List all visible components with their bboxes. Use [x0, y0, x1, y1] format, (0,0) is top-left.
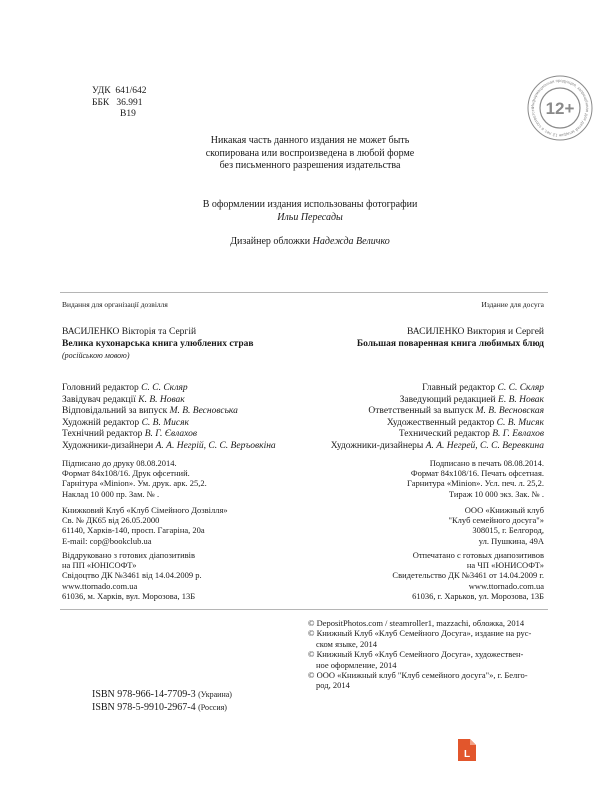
svg-text:L: L — [463, 749, 471, 760]
right-printer-line: Свидетельство ДК №3461 от 14.04.2009 г. — [392, 570, 544, 581]
left-book-title: Велика кухонарська книга улюблених страв — [62, 338, 254, 349]
left-print-line: Формат 84x108/16. Друк офсетний. — [62, 468, 190, 479]
right-staff-item: Ответственный за выпуск М. В. Весновская — [368, 406, 544, 416]
left-publisher-line: Св. № ДК65 від 26.05.2000 — [62, 515, 160, 526]
left-publisher-line: Книжковий Клуб «Клуб Сімейного Дозвілля» — [62, 505, 228, 515]
left-printer-line: Віддруковано з готових діапозитивів — [62, 550, 196, 560]
left-printer-line: www.ttornado.com.ua — [62, 580, 138, 591]
right-print-line: Тираж 10 000 экз. Зак. № . — [448, 488, 544, 499]
left-staff-item: Художники-дизайнери А. А. Негрій, С. С. Веръовкіна — [62, 440, 276, 451]
copyright-notice-line: без письменного разрешения издательства — [219, 160, 401, 171]
photographer-name: Ильи Пересады — [277, 211, 343, 223]
left-staff-item: Завідувач редакції К. В. Новак — [62, 394, 185, 405]
copyright-line: © DepositPhotos.com / steamroller1, mazzachi, обложка, 2014 — [308, 618, 525, 628]
left-staff-item: Відповідальний за випуск М. В. Весновська — [62, 406, 238, 416]
left-staff-item: Художній редактор С. В. Мисяк — [62, 417, 189, 428]
left-printer-line: 61036, м. Харків, вул. Морозова, 13Б — [62, 590, 196, 601]
left-printer-line: на ПП «ЮНІСОФТ» — [62, 560, 137, 571]
cover-designer — [150, 236, 470, 249]
left-publisher — [62, 505, 302, 546]
isbn-line: ISBN 978-966-14-7709-3 (Украина) — [92, 689, 232, 700]
age-rating-ring-text: Информационная продукция, запрещённая для детей младше 12 лет, в соответств — [529, 77, 591, 139]
age-rating-label: 12+ — [545, 99, 575, 118]
classification-block — [92, 86, 146, 121]
right-authors: ВАСИЛЕНКО Виктория и Сергей — [407, 327, 544, 337]
right-publisher-line: "Клуб семейного досуга"» — [448, 515, 544, 526]
divider-top — [60, 292, 548, 293]
right-staff-item: Художественный редактор С. В. Мисяк — [386, 417, 544, 428]
right-book-title: Большая поваренная книга любимых блюд — [356, 338, 544, 349]
right-staff-item: Художники-дизайнеры А. А. Негрей, С. С. Веревкина — [330, 440, 544, 451]
left-staff-list — [62, 383, 307, 452]
left-staff-item: Головний редактор С. С. Скляр — [62, 383, 188, 393]
copyright-notice-line: скопирована или воспроизведена в любой форме — [205, 147, 415, 159]
right-staff-item: Главный редактор С. С. Скляр — [422, 383, 544, 393]
copyright-line: © ООО «Книжный клуб "Клуб семейного досуга"», г. Белго- — [308, 670, 528, 681]
left-publisher-line: E-mail: cop@bookclub.ua — [62, 535, 152, 546]
left-language-note: (російською мовою) — [62, 351, 130, 360]
copyright-line: род, 2014 — [316, 680, 350, 691]
right-print-info — [304, 458, 544, 499]
left-authors: ВАСИЛЕНКО Вікторія та Сергій — [62, 327, 197, 337]
right-printer-line: 61036, г. Харьков, ул. Морозова, 13Б — [412, 590, 544, 601]
left-column — [62, 327, 302, 361]
pdf-viewer-logo-icon — [456, 738, 478, 762]
bbk-line: ББК 36.991 — [92, 97, 143, 108]
right-printer-line: Отпечатано с готовых диапозитивов — [412, 550, 544, 560]
right-print-line: Формат 84x108/16. Печать офсетная. — [410, 468, 544, 479]
cover-designer-label: Дизайнер обложки — [230, 236, 311, 247]
udk-line: УДК 641/642 — [92, 86, 147, 96]
right-printer — [304, 550, 544, 601]
photo-credit-text: В оформлении издания использованы фотографии — [202, 199, 418, 210]
right-print-line: Гарнитура «Minion». Усл. печ. л. 25,2. — [407, 478, 544, 489]
left-print-line: Гарнітура «Minion». Ум. друк. арк. 25,2. — [62, 478, 207, 489]
copyright-line: ное оформление, 2014 — [316, 659, 397, 670]
right-staff-list — [299, 383, 544, 452]
left-publisher-line: 61140, Харків-140, просп. Гагаріна, 20а — [62, 525, 205, 536]
left-print-info — [62, 458, 302, 499]
right-column — [304, 327, 544, 350]
copyright-line: ском языке, 2014 — [316, 638, 377, 649]
isbn-block — [92, 689, 232, 714]
left-column-tag: Видання для організації дозвілля — [62, 300, 168, 309]
left-printer-line: Свідоцтво ДК №3461 від 14.04.2009 р. — [62, 570, 202, 581]
cover-designer-name: Надежда Величко — [312, 236, 390, 247]
copyright-line: © Книжный Клуб «Клуб Семейного Досуга», издание на рус- — [308, 628, 532, 639]
copyright-list — [308, 618, 548, 691]
right-column-tag: Издание для досуга — [481, 300, 544, 309]
right-printer-line: на ЧП «ЮНИСОФТ» — [466, 560, 544, 571]
right-publisher — [304, 505, 544, 546]
author-mark: В19 — [120, 109, 136, 119]
copyright-line: © Книжный Клуб «Клуб Семейного Досуга», художествен- — [308, 649, 524, 660]
left-print-line: Наклад 10 000 пр. Зам. № . — [62, 488, 160, 499]
right-publisher-line: 308015, г. Белгород, — [472, 525, 544, 536]
right-print-line: Подписано в печать 08.08.2014. — [429, 458, 544, 468]
isbn-line: ISBN 978-5-9910-2967-4 (Россия) — [92, 701, 227, 713]
left-staff-item: Технічний редактор В. Г. Євлахов — [62, 429, 198, 439]
divider-bottom — [60, 609, 548, 610]
right-publisher-line: ООО «Книжный клуб — [464, 505, 544, 515]
right-staff-item: Заведующий редакцией Е. В. Новак — [399, 394, 544, 405]
left-print-line: Підписано до друку 08.08.2014. — [62, 458, 177, 468]
copyright-notice-line: Никакая часть данного издания не может быть — [210, 135, 410, 146]
right-staff-item: Технический редактор В. Г. Евлахов — [398, 429, 544, 439]
right-publisher-line: ул. Пушкина, 49А — [478, 535, 544, 546]
copyright-notice — [150, 135, 470, 173]
photo-credit — [150, 199, 470, 224]
right-printer-line: www.ttornado.com.ua — [468, 580, 544, 591]
left-printer — [62, 550, 302, 601]
age-rating-12-plus-icon — [526, 74, 594, 142]
